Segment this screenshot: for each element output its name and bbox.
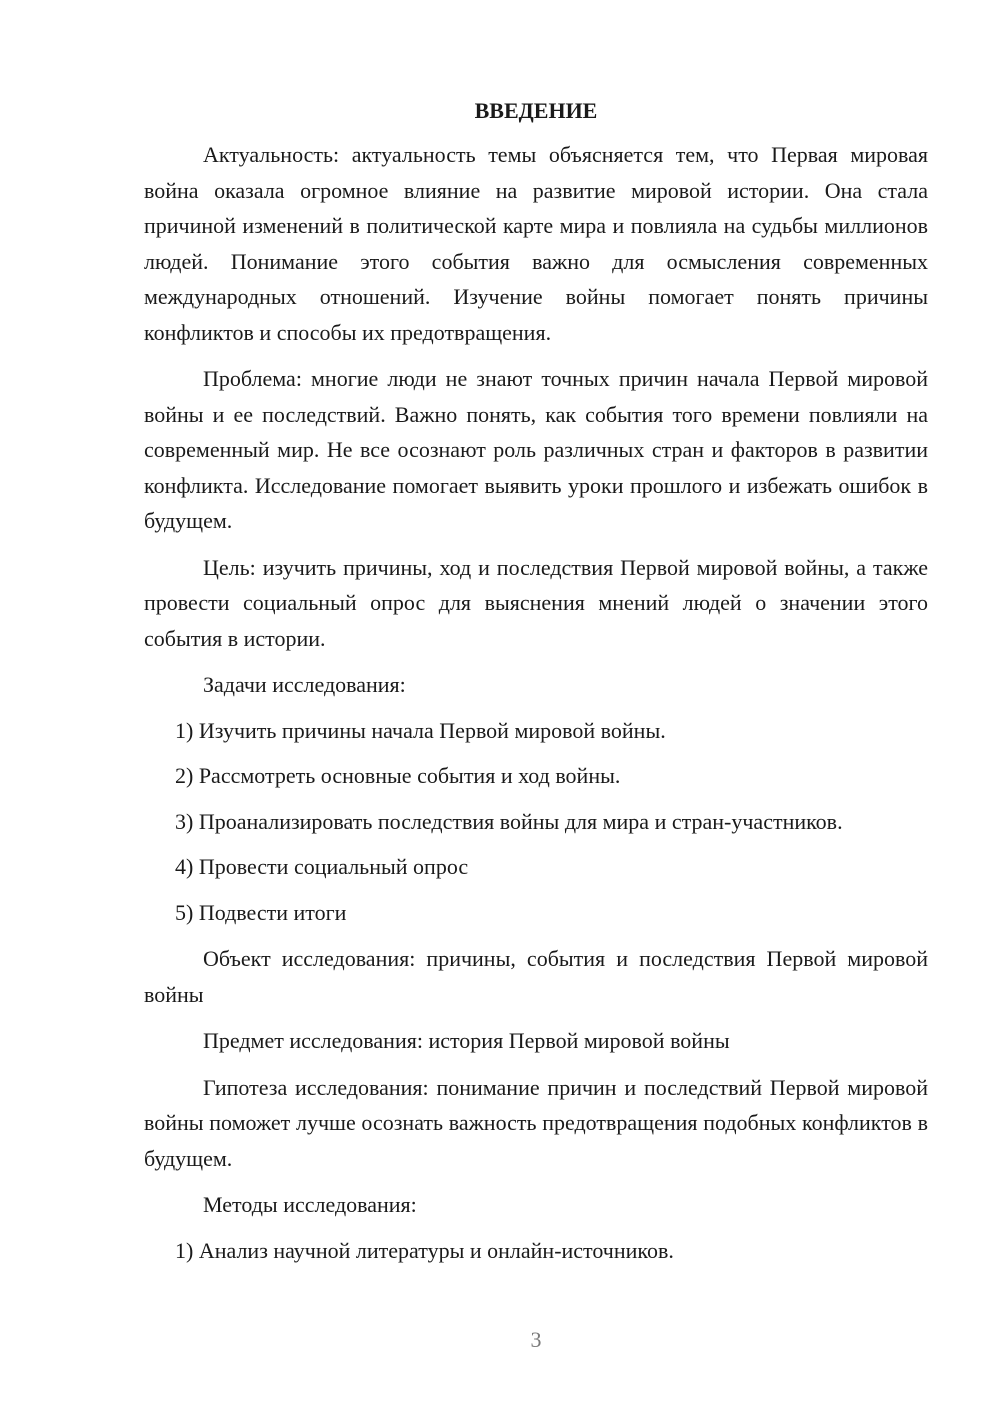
list-item: 4) Провести социальный опрос <box>175 854 469 879</box>
list-item: 1) Изучить причины начала Первой мировой войны. <box>175 717 666 743</box>
list-item: 1) Анализ научной литературы и онлайн-источников. <box>175 1237 674 1263</box>
object-paragraph: Объект исследования: причины, события и последствия Первой мировой войны <box>144 946 928 1007</box>
hypothesis-paragraph: Гипотеза исследования: понимание причин и последствий Первой мировой войны поможет лучше осознать важность предотвращения подобных конфликтов в будущем. <box>144 1074 928 1171</box>
list-item: 2) Рассмотреть основные события и ход войны. <box>175 763 621 788</box>
goal-paragraph: Цель: изучить причины, ход и последствия Первой мировой войны, а также провести социальный опрос для выяснения мнений людей о значении этого события в истории. <box>144 554 928 651</box>
subject-paragraph: Предмет исследования: история Первой мировой войны <box>203 1028 730 1053</box>
list-item: 3) Проанализировать последствия войны для мира и стран-участников. <box>175 808 843 834</box>
page-body <box>144 95 928 1268</box>
page-number: 3 <box>530 1327 542 1352</box>
problem-paragraph: Проблема: многие люди не знают точных причин начала Первой мировой войны и ее последствий. Важно понять, как события того времени повлияли на современный мир. Не все осознают роль различных стран и факторов в развитии конфликта. Исследование помогает выявить уроки прошлого и избежать ошибок в будущем. <box>144 366 928 533</box>
methods-list <box>144 1233 928 1269</box>
methods-heading: Методы исследования: <box>203 1192 417 1217</box>
tasks-heading: Задачи исследования: <box>203 672 406 697</box>
page-title: ВВЕДЕНИЕ <box>474 98 598 123</box>
list-item: 5) Подвести итоги <box>175 899 347 925</box>
relevance-paragraph: Актуальность: актуальность темы объясняется тем, что Первая мировая война оказала огромное влияние на развитие мировой истории. Она стала причиной изменений в политической карте мира и повлияла на судьбы миллионов людей. Понимание этого события важно для осмысления современных международных отношений. Изучение войны помогает понять причины конфликтов и способы их предотвращения. <box>144 142 928 345</box>
tasks-list <box>144 713 928 931</box>
